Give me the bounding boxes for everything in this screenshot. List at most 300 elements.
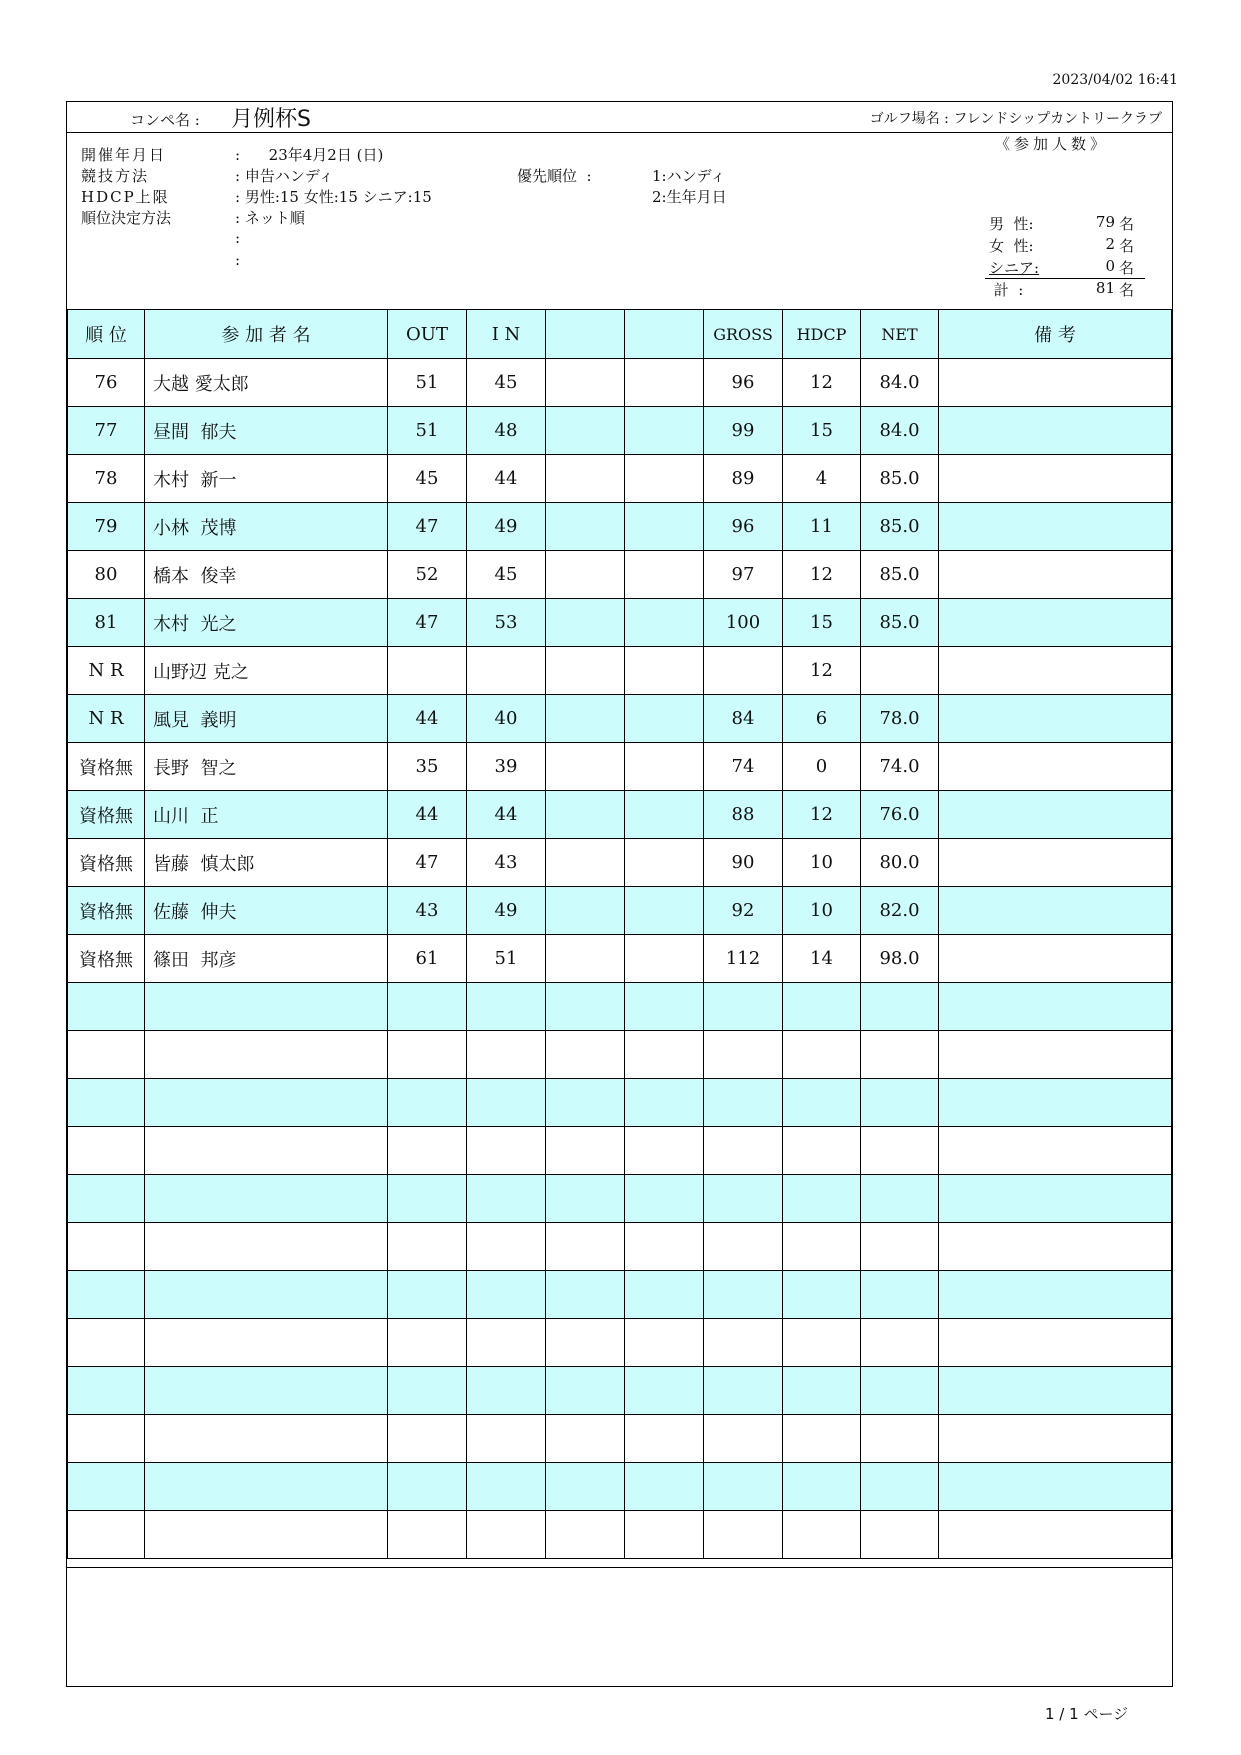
table-row xyxy=(68,1271,1172,1319)
name-cell xyxy=(145,1175,388,1223)
rank-cell: N R xyxy=(68,647,145,695)
blank-cell-1 xyxy=(546,1127,625,1175)
rank-cell: 資格無 xyxy=(68,935,145,983)
table-row xyxy=(68,359,1172,407)
name-cell xyxy=(145,1223,388,1271)
net-cell xyxy=(861,1415,939,1463)
print-timestamp: 2023/04/02 16:41 xyxy=(1052,72,1178,88)
remarks-cell xyxy=(939,1079,1172,1127)
blank-cell-1 xyxy=(546,503,625,551)
out-cell xyxy=(388,1367,467,1415)
blank-cell-1 xyxy=(546,1319,625,1367)
out-cell: 61 xyxy=(388,935,467,983)
remarks-cell xyxy=(939,647,1172,695)
hdcp-cell xyxy=(783,1079,861,1127)
blank-cell-1 xyxy=(546,1175,625,1223)
bottom-notes-area xyxy=(67,1567,1172,1568)
in-cell xyxy=(467,1271,546,1319)
remarks-cell xyxy=(939,1415,1172,1463)
blank-cell-1 xyxy=(546,551,625,599)
senior-count-unit: 名 xyxy=(1119,259,1135,277)
date-label: 開催年月日 xyxy=(81,146,167,164)
header-blank-1 xyxy=(546,310,625,359)
name-cell: 木村 新一 xyxy=(145,455,388,503)
rank-cell: 81 xyxy=(68,599,145,647)
table-row xyxy=(68,1079,1172,1127)
total-count: 81 xyxy=(1095,279,1115,297)
blank-cell-1 xyxy=(546,1463,625,1511)
method-value: : 申告ハンディ xyxy=(235,167,334,185)
net-cell: 78.0 xyxy=(861,695,939,743)
hdcp-cell xyxy=(783,1223,861,1271)
remarks-cell xyxy=(939,1175,1172,1223)
header-hdcp: HDCP xyxy=(783,310,861,359)
blank-cell-1 xyxy=(546,935,625,983)
out-cell xyxy=(388,983,467,1031)
out-cell xyxy=(388,1463,467,1511)
remarks-cell xyxy=(939,743,1172,791)
net-cell xyxy=(861,1319,939,1367)
gross-cell: 112 xyxy=(704,935,783,983)
net-cell: 84.0 xyxy=(861,407,939,455)
gross-cell xyxy=(704,1031,783,1079)
net-cell xyxy=(861,647,939,695)
rank-cell xyxy=(68,1415,145,1463)
name-cell: 佐藤 伸夫 xyxy=(145,887,388,935)
hdcp-cell: 11 xyxy=(783,503,861,551)
in-cell: 44 xyxy=(467,791,546,839)
gross-cell xyxy=(704,647,783,695)
in-cell xyxy=(467,983,546,1031)
hdcp-cell xyxy=(783,1175,861,1223)
table-row xyxy=(68,1031,1172,1079)
rank-cell: 資格無 xyxy=(68,791,145,839)
table-row xyxy=(68,1463,1172,1511)
net-cell: 82.0 xyxy=(861,887,939,935)
blank-cell-2 xyxy=(625,1415,704,1463)
net-cell: 76.0 xyxy=(861,791,939,839)
blank-cell-2 xyxy=(625,743,704,791)
blank-cell-2 xyxy=(625,455,704,503)
hdcp-cell: 10 xyxy=(783,839,861,887)
out-cell xyxy=(388,1319,467,1367)
blank-cell-1 xyxy=(546,1511,625,1559)
net-cell xyxy=(861,1367,939,1415)
remarks-cell xyxy=(939,1367,1172,1415)
golf-course-name: ゴルフ場名 : フレンドシップカントリークラブ xyxy=(869,111,1162,127)
in-cell xyxy=(467,1223,546,1271)
out-cell xyxy=(388,1175,467,1223)
net-cell: 84.0 xyxy=(861,359,939,407)
hdcp-cell xyxy=(783,1367,861,1415)
out-cell: 44 xyxy=(388,695,467,743)
remarks-cell xyxy=(939,791,1172,839)
in-cell xyxy=(467,1079,546,1127)
remarks-cell xyxy=(939,1511,1172,1559)
in-cell xyxy=(467,647,546,695)
hdcp-cell xyxy=(783,1463,861,1511)
name-cell: 山川 正 xyxy=(145,791,388,839)
title-bar xyxy=(67,102,1172,133)
name-cell xyxy=(145,1511,388,1559)
blank-cell-2 xyxy=(625,1511,704,1559)
out-cell: 35 xyxy=(388,743,467,791)
out-cell xyxy=(388,1223,467,1271)
out-cell: 44 xyxy=(388,791,467,839)
name-cell: 橋本 俊幸 xyxy=(145,551,388,599)
net-cell xyxy=(861,1511,939,1559)
gross-cell: 97 xyxy=(704,551,783,599)
remarks-cell xyxy=(939,839,1172,887)
remarks-cell xyxy=(939,983,1172,1031)
hdcp-cell xyxy=(783,1271,861,1319)
rank-cell xyxy=(68,1511,145,1559)
female-count-label: 女 性: xyxy=(989,237,1034,255)
name-cell: 山野辺 克之 xyxy=(145,647,388,695)
out-cell xyxy=(388,647,467,695)
net-cell: 85.0 xyxy=(861,455,939,503)
header-blank-2 xyxy=(625,310,704,359)
blank-cell-2 xyxy=(625,1463,704,1511)
name-cell xyxy=(145,1319,388,1367)
gross-cell: 88 xyxy=(704,791,783,839)
rank-cell xyxy=(68,1367,145,1415)
blank-cell-2 xyxy=(625,935,704,983)
rank-cell xyxy=(68,1223,145,1271)
senior-count-label: シニア: xyxy=(989,259,1040,277)
out-cell xyxy=(388,1127,467,1175)
gross-cell: 74 xyxy=(704,743,783,791)
remarks-cell xyxy=(939,1319,1172,1367)
gross-cell xyxy=(704,1415,783,1463)
net-cell xyxy=(861,983,939,1031)
name-cell xyxy=(145,1127,388,1175)
header-in: I N xyxy=(467,310,546,359)
net-cell xyxy=(861,1271,939,1319)
out-cell xyxy=(388,1271,467,1319)
in-cell: 49 xyxy=(467,887,546,935)
blank-cell-2 xyxy=(625,1271,704,1319)
gross-cell: 92 xyxy=(704,887,783,935)
net-cell: 85.0 xyxy=(861,503,939,551)
blank-cell-2 xyxy=(625,359,704,407)
gross-cell xyxy=(704,1463,783,1511)
hdcp-cell xyxy=(783,1511,861,1559)
table-row xyxy=(68,935,1172,983)
blank-cell-2 xyxy=(625,407,704,455)
results-table xyxy=(67,309,1172,1559)
blank-cell-2 xyxy=(625,887,704,935)
blank-cell-1 xyxy=(546,359,625,407)
rank-cell xyxy=(68,1175,145,1223)
hdcp-cell xyxy=(783,1031,861,1079)
total-count-label: 計 : xyxy=(989,281,1024,299)
table-row xyxy=(68,1511,1172,1559)
female-count-unit: 名 xyxy=(1119,237,1135,255)
out-cell: 47 xyxy=(388,503,467,551)
priority-1: 1:ハンディ xyxy=(652,167,726,185)
blank-cell-2 xyxy=(625,695,704,743)
name-cell: 小林 茂博 xyxy=(145,503,388,551)
blank-cell-1 xyxy=(546,1415,625,1463)
hdcp-cell: 14 xyxy=(783,935,861,983)
gross-cell xyxy=(704,1511,783,1559)
table-row xyxy=(68,1319,1172,1367)
net-cell: 98.0 xyxy=(861,935,939,983)
table-header-row xyxy=(68,310,1172,359)
gross-cell: 99 xyxy=(704,407,783,455)
hdcp-cell: 0 xyxy=(783,743,861,791)
blank-cell-1 xyxy=(546,743,625,791)
out-cell xyxy=(388,1079,467,1127)
remarks-cell xyxy=(939,503,1172,551)
in-cell xyxy=(467,1463,546,1511)
gross-cell: 89 xyxy=(704,455,783,503)
blank-cell-2 xyxy=(625,791,704,839)
blank-cell-1 xyxy=(546,695,625,743)
net-cell xyxy=(861,1031,939,1079)
remarks-cell xyxy=(939,935,1172,983)
competition-name: 月例杯S xyxy=(231,107,311,132)
gross-cell: 96 xyxy=(704,359,783,407)
hdcp-cell: 12 xyxy=(783,791,861,839)
hdcp-limit-value: : 男性:15 女性:15 シニア:15 xyxy=(235,188,432,206)
table-row xyxy=(68,1127,1172,1175)
hdcp-cell xyxy=(783,1127,861,1175)
blank-cell-1 xyxy=(546,599,625,647)
out-cell: 51 xyxy=(388,359,467,407)
out-cell xyxy=(388,1415,467,1463)
in-cell: 39 xyxy=(467,743,546,791)
hdcp-limit-label: HDCP上限 xyxy=(81,188,170,206)
rank-cell: 資格無 xyxy=(68,839,145,887)
blank-cell-2 xyxy=(625,551,704,599)
name-cell xyxy=(145,1031,388,1079)
participant-summary-title: 《参加人数》 xyxy=(995,135,1110,153)
gross-cell xyxy=(704,983,783,1031)
remarks-cell xyxy=(939,599,1172,647)
in-cell: 48 xyxy=(467,407,546,455)
blank-cell-1 xyxy=(546,791,625,839)
blank-cell-2 xyxy=(625,1223,704,1271)
name-cell: 昼間 郁夫 xyxy=(145,407,388,455)
in-cell: 40 xyxy=(467,695,546,743)
out-cell: 52 xyxy=(388,551,467,599)
rank-cell xyxy=(68,1271,145,1319)
table-row xyxy=(68,695,1172,743)
in-cell xyxy=(467,1511,546,1559)
gross-cell xyxy=(704,1079,783,1127)
table-row xyxy=(68,455,1172,503)
in-cell xyxy=(467,1175,546,1223)
date-value: : 23年4月2日 (日) xyxy=(235,146,384,164)
remarks-cell xyxy=(939,1271,1172,1319)
in-cell: 43 xyxy=(467,839,546,887)
out-cell: 47 xyxy=(388,599,467,647)
remarks-cell xyxy=(939,551,1172,599)
priority-2: 2:生年月日 xyxy=(652,188,727,206)
in-cell: 45 xyxy=(467,551,546,599)
table-row xyxy=(68,887,1172,935)
table-row xyxy=(68,1175,1172,1223)
blank-cell-2 xyxy=(625,1031,704,1079)
blank-cell-1 xyxy=(546,1367,625,1415)
name-cell: 長野 智之 xyxy=(145,743,388,791)
blank-cell-2 xyxy=(625,1175,704,1223)
net-cell: 85.0 xyxy=(861,599,939,647)
rank-cell: 80 xyxy=(68,551,145,599)
name-cell: 篠田 邦彦 xyxy=(145,935,388,983)
gross-cell xyxy=(704,1223,783,1271)
table-row xyxy=(68,503,1172,551)
out-cell xyxy=(388,1511,467,1559)
remarks-cell xyxy=(939,359,1172,407)
rank-cell xyxy=(68,1127,145,1175)
score-sheet xyxy=(66,101,1173,1687)
name-cell: 大越 愛太郎 xyxy=(145,359,388,407)
name-cell: 木村 光之 xyxy=(145,599,388,647)
rank-cell xyxy=(68,1319,145,1367)
male-count-unit: 名 xyxy=(1119,215,1135,233)
header-rank: 順 位 xyxy=(68,310,145,359)
table-row xyxy=(68,983,1172,1031)
name-cell xyxy=(145,1271,388,1319)
female-count: 2 xyxy=(1105,235,1115,253)
competition-label: コンペ名 : xyxy=(130,111,200,129)
name-cell xyxy=(145,1367,388,1415)
blank-cell-1 xyxy=(546,407,625,455)
remarks-cell xyxy=(939,1127,1172,1175)
gross-cell: 96 xyxy=(704,503,783,551)
remarks-cell xyxy=(939,455,1172,503)
ranking-method-label: 順位決定方法 xyxy=(81,209,172,227)
in-cell: 51 xyxy=(467,935,546,983)
remarks-cell xyxy=(939,695,1172,743)
blank-cell-1 xyxy=(546,887,625,935)
blank-cell-2 xyxy=(625,839,704,887)
header-name: 参 加 者 名 xyxy=(145,310,388,359)
rank-cell: N R xyxy=(68,695,145,743)
gross-cell xyxy=(704,1271,783,1319)
rank-cell xyxy=(68,1031,145,1079)
hdcp-cell: 12 xyxy=(783,551,861,599)
table-row xyxy=(68,743,1172,791)
table-row xyxy=(68,1223,1172,1271)
in-cell xyxy=(467,1415,546,1463)
gross-cell xyxy=(704,1367,783,1415)
rank-cell xyxy=(68,1463,145,1511)
table-row xyxy=(68,839,1172,887)
out-cell: 51 xyxy=(388,407,467,455)
rank-cell: 資格無 xyxy=(68,887,145,935)
out-cell xyxy=(388,1031,467,1079)
name-cell: 風見 義明 xyxy=(145,695,388,743)
remarks-cell xyxy=(939,1223,1172,1271)
in-cell xyxy=(467,1367,546,1415)
gross-cell xyxy=(704,1127,783,1175)
hdcp-cell: 4 xyxy=(783,455,861,503)
gross-cell: 100 xyxy=(704,599,783,647)
blank-cell-1 xyxy=(546,1031,625,1079)
net-cell: 85.0 xyxy=(861,551,939,599)
header-out: OUT xyxy=(388,310,467,359)
rank-cell: 79 xyxy=(68,503,145,551)
out-cell: 45 xyxy=(388,455,467,503)
in-cell: 53 xyxy=(467,599,546,647)
name-cell xyxy=(145,1415,388,1463)
blank-cell-2 xyxy=(625,647,704,695)
blank-cell-2 xyxy=(625,983,704,1031)
in-cell xyxy=(467,1031,546,1079)
rank-cell xyxy=(68,983,145,1031)
blank-cell-1 xyxy=(546,983,625,1031)
in-cell xyxy=(467,1127,546,1175)
blank-cell-1 xyxy=(546,839,625,887)
male-count: 79 xyxy=(1095,213,1115,231)
gross-cell xyxy=(704,1175,783,1223)
table-row xyxy=(68,599,1172,647)
blank-line-2: : xyxy=(235,251,241,269)
in-cell: 45 xyxy=(467,359,546,407)
ranking-method-value: : ネット順 xyxy=(235,209,305,227)
hdcp-cell: 10 xyxy=(783,887,861,935)
page-number: 1 / 1 ページ xyxy=(1045,1705,1129,1723)
blank-cell-2 xyxy=(625,503,704,551)
in-cell xyxy=(467,1319,546,1367)
header-remarks: 備 考 xyxy=(939,310,1172,359)
rank-cell: 77 xyxy=(68,407,145,455)
gross-cell: 84 xyxy=(704,695,783,743)
method-label: 競技方法 xyxy=(81,167,150,185)
hdcp-cell xyxy=(783,983,861,1031)
header-gross: GROSS xyxy=(704,310,783,359)
hdcp-cell: 12 xyxy=(783,359,861,407)
table-row xyxy=(68,647,1172,695)
blank-cell-1 xyxy=(546,1079,625,1127)
name-cell: 皆藤 慎太郎 xyxy=(145,839,388,887)
blank-cell-2 xyxy=(625,1079,704,1127)
net-cell: 74.0 xyxy=(861,743,939,791)
hdcp-cell: 6 xyxy=(783,695,861,743)
out-cell: 43 xyxy=(388,887,467,935)
rank-cell: 78 xyxy=(68,455,145,503)
senior-count: 0 xyxy=(1105,257,1115,275)
blank-cell-2 xyxy=(625,1127,704,1175)
hdcp-cell: 15 xyxy=(783,599,861,647)
remarks-cell xyxy=(939,1463,1172,1511)
total-count-unit: 名 xyxy=(1119,281,1135,299)
male-count-label: 男 性: xyxy=(989,215,1034,233)
blank-line-1: : xyxy=(235,229,241,247)
rank-cell: 76 xyxy=(68,359,145,407)
in-cell: 44 xyxy=(467,455,546,503)
blank-cell-1 xyxy=(546,1223,625,1271)
hdcp-cell: 15 xyxy=(783,407,861,455)
hdcp-cell: 12 xyxy=(783,647,861,695)
rank-cell xyxy=(68,1079,145,1127)
net-cell: 80.0 xyxy=(861,839,939,887)
net-cell xyxy=(861,1079,939,1127)
hdcp-cell xyxy=(783,1415,861,1463)
table-row xyxy=(68,791,1172,839)
remarks-cell xyxy=(939,407,1172,455)
blank-cell-1 xyxy=(546,455,625,503)
blank-cell-1 xyxy=(546,647,625,695)
name-cell xyxy=(145,1079,388,1127)
blank-cell-1 xyxy=(546,1271,625,1319)
remarks-cell xyxy=(939,1031,1172,1079)
blank-cell-2 xyxy=(625,1367,704,1415)
